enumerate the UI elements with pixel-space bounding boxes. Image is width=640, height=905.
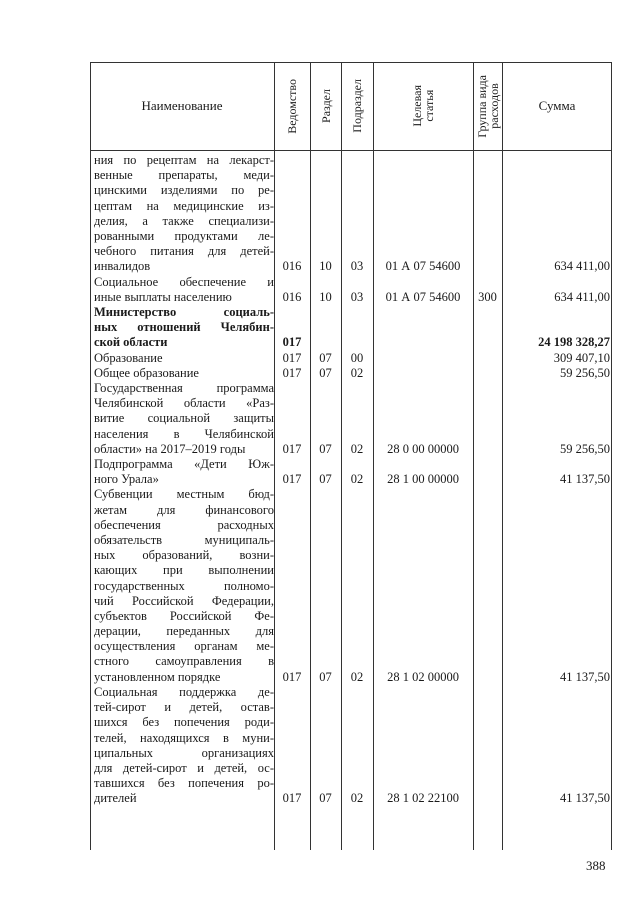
- cell-summa: 59 256,50: [560, 441, 610, 456]
- cell-razdel: 07: [319, 441, 332, 456]
- table-row: [90, 487, 612, 685]
- row-name-line: жетам для финансового: [94, 502, 274, 517]
- cell-vedomstvo: 016: [282, 289, 302, 304]
- row-name-line: тавшихся без попечения ро-: [94, 776, 274, 791]
- row-name-line: стного самоуправления в: [94, 654, 274, 669]
- row-name-line: области» на 2017–2019 годы: [94, 441, 246, 456]
- row-name: [94, 366, 274, 381]
- table-row: [90, 685, 612, 807]
- header-celevaya: Целевая статья: [410, 85, 436, 127]
- cell-vedomstvo: 017: [282, 350, 302, 365]
- header-razdel: Раздел: [318, 89, 333, 123]
- header-vedomstvo: Ведомство: [285, 78, 299, 134]
- row-name-line: кающих при выполнении: [94, 563, 274, 578]
- row-name-line: ской области: [94, 335, 168, 350]
- cell-razdel: 07: [319, 365, 332, 380]
- cell-celevaya: 01 А 07 54600: [385, 289, 461, 304]
- row-name: [94, 305, 274, 351]
- row-name-line: ципальных организациях: [94, 745, 274, 760]
- cell-vedomstvo: 017: [282, 791, 302, 806]
- cell-podrazdel: 03: [350, 289, 364, 304]
- row-name-line: чий Российской Федерации,: [94, 593, 274, 608]
- cell-podrazdel: 03: [350, 259, 364, 274]
- row-name: [94, 381, 274, 457]
- header-bottom-rule: [90, 150, 612, 151]
- cell-celevaya: 01 А 07 54600: [385, 259, 461, 274]
- cell-celevaya: 28 1 00 00000: [387, 472, 459, 487]
- row-name-line: телей, находящихся в муни-: [94, 730, 274, 745]
- row-name-line: ных отношений Челябин-: [94, 320, 274, 335]
- row-name-line: населения в Челябинской: [94, 426, 274, 441]
- header-gruppa: Группа вида расходов: [474, 74, 501, 138]
- table-row: [90, 366, 612, 381]
- row-name-line: ния по рецептам на лекарст-: [94, 153, 274, 167]
- cell-celevaya: 28 1 02 00000: [387, 669, 459, 684]
- row-name-line: цептам на медицинские из-: [94, 198, 274, 213]
- row-name-line: тей-сирот и детей, остав-: [94, 700, 274, 715]
- row-name: [94, 351, 274, 366]
- row-name: [94, 457, 274, 487]
- row-name-line: для детей-сирот и детей, ос-: [94, 760, 274, 775]
- cell-summa: 309 407,10: [553, 350, 610, 365]
- row-name-line: государственных полномо-: [94, 578, 274, 593]
- row-name-line: обязательств муниципаль-: [94, 532, 274, 547]
- row-name-line: венные препараты, меди-: [94, 168, 274, 183]
- row-name-line: витие социальной защиты: [94, 411, 274, 426]
- row-name-line: Челябинской области «Раз-: [94, 396, 274, 411]
- cell-razdel: 10: [319, 259, 332, 274]
- cell-summa: 59 256,50: [560, 365, 610, 380]
- cell-celevaya: 28 1 02 22100: [387, 791, 459, 806]
- cell-razdel: 07: [319, 472, 332, 487]
- row-name: [94, 685, 274, 807]
- cell-vedomstvo: 017: [282, 335, 302, 350]
- row-name-line: субъектов Российской Фе-: [94, 608, 274, 623]
- row-name-line: делия, а также специализи-: [94, 213, 274, 228]
- cell-summa: 634 411,00: [554, 289, 610, 304]
- row-name-line: Образование: [94, 350, 163, 365]
- page-number: 388: [586, 858, 606, 873]
- row-name-line: ных образований, возни-: [94, 548, 274, 563]
- row-name-line: цинскими изделиями по ре-: [94, 183, 274, 198]
- cell-razdel: 07: [319, 350, 332, 365]
- cell-vedomstvo: 017: [282, 441, 302, 456]
- row-name-line: рованными продуктами ле-: [94, 228, 274, 243]
- row-name-line: Социальная поддержка де-: [94, 685, 274, 699]
- cell-razdel: 07: [319, 669, 332, 684]
- table-row: [90, 351, 612, 366]
- table-row: [90, 153, 612, 275]
- header-name: Наименование: [141, 98, 223, 113]
- cell-podrazdel: 02: [350, 791, 364, 806]
- row-name: [94, 153, 274, 275]
- cell-vedomstvo: 017: [282, 472, 302, 487]
- cell-summa: 634 411,00: [554, 259, 610, 274]
- cell-podrazdel: 00: [350, 350, 364, 365]
- cell-summa: 41 137,50: [560, 791, 610, 806]
- row-name-line: Подпрограмма «Дети Юж-: [94, 457, 274, 471]
- row-name-line: инвалидов: [94, 259, 151, 274]
- cell-vedomstvo: 017: [282, 669, 302, 684]
- row-name-line: Социальное обеспечение и: [94, 274, 274, 289]
- header-summa: Сумма: [538, 98, 576, 113]
- row-name-line: осуществления органам ме-: [94, 639, 274, 654]
- cell-vedomstvo: 017: [282, 365, 302, 380]
- header-podrazdel: Подраздел: [350, 79, 364, 133]
- cell-celevaya: 28 0 00 00000: [387, 441, 459, 456]
- row-name-line: обеспечения расходных: [94, 517, 274, 532]
- cell-podrazdel: 02: [350, 669, 364, 684]
- table-row: [90, 457, 612, 487]
- cell-vedomstvo: 016: [282, 259, 302, 274]
- row-name-line: шихся без попечения роди-: [94, 715, 274, 730]
- row-name-line: дителей: [94, 791, 137, 806]
- table-row: [90, 381, 612, 457]
- row-name-line: Общее образование: [94, 365, 199, 380]
- row-name-line: дерации, переданных для: [94, 624, 274, 639]
- cell-razdel: 07: [319, 791, 332, 806]
- cell-podrazdel: 02: [350, 365, 364, 380]
- row-name-line: иные выплаты населению: [94, 289, 232, 304]
- row-name-line: Государственная программа: [94, 381, 274, 395]
- row-name: [94, 275, 274, 305]
- table-row: [90, 275, 612, 305]
- cell-summa: 24 198 328,27: [538, 335, 610, 350]
- row-name-line: Министерство социаль-: [94, 305, 274, 319]
- table-row: [90, 305, 612, 351]
- row-name-line: чебного питания для детей-: [94, 244, 274, 259]
- row-name: [94, 487, 274, 684]
- cell-summa: 41 137,50: [560, 669, 610, 684]
- row-name-line: Субвенции местным бюд-: [94, 487, 274, 502]
- cell-podrazdel: 02: [350, 441, 364, 456]
- row-name-line: установленном порядке: [94, 669, 221, 684]
- cell-razdel: 10: [319, 289, 332, 304]
- row-name-line: ного Урала»: [94, 472, 159, 487]
- cell-podrazdel: 02: [350, 472, 364, 487]
- cell-summa: 41 137,50: [560, 472, 610, 487]
- cell-gruppa: 300: [478, 289, 497, 304]
